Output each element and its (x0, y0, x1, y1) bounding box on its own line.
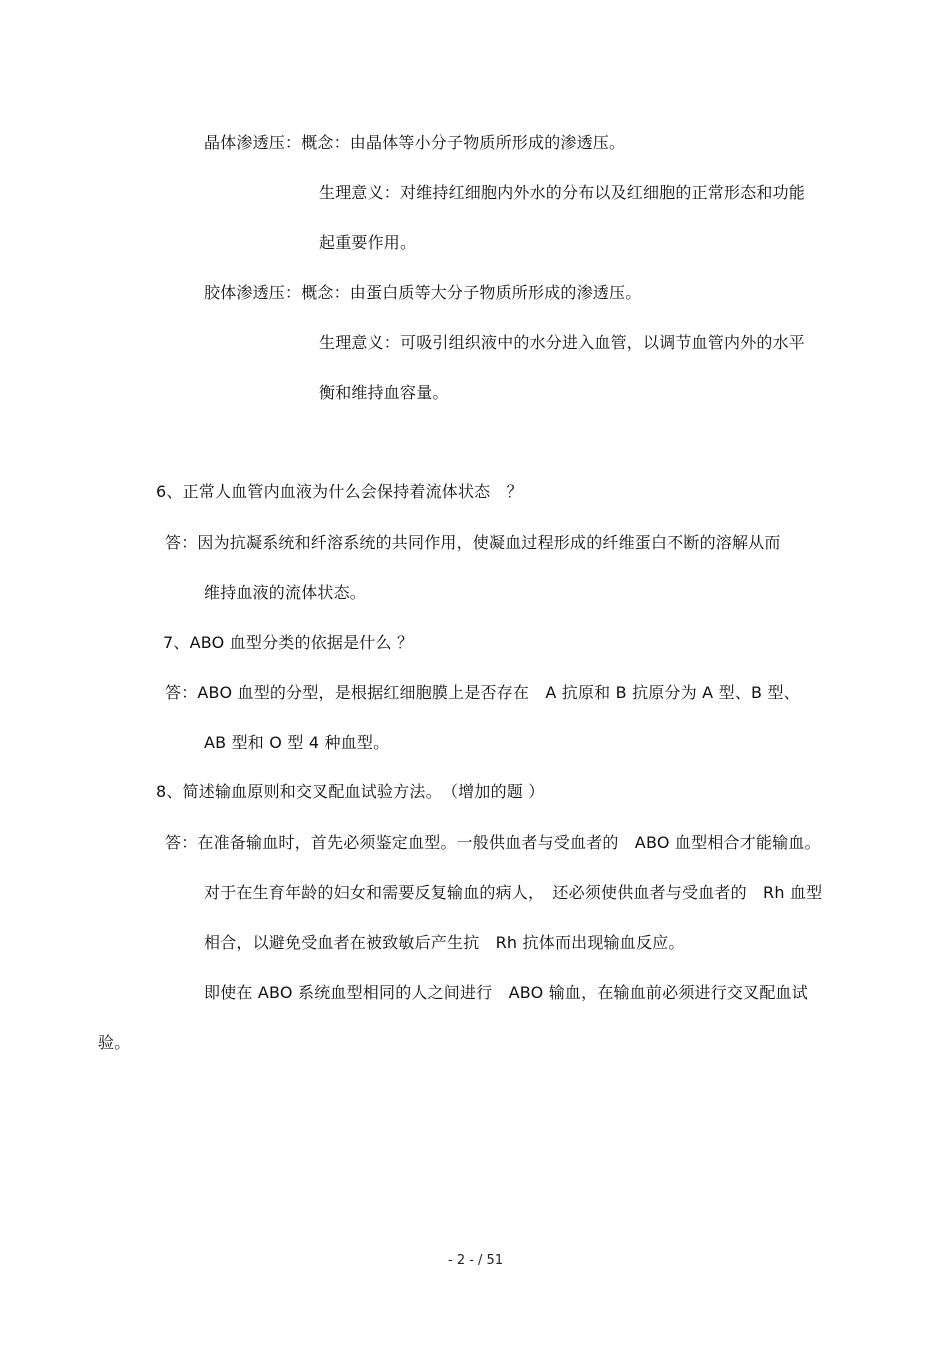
question-7: 7、ABO 血型分类的依据是什么 ？ (163, 633, 414, 652)
answer-7-line1: 答：ABO 血型的分型，是根据红细胞膜上是否存在 A 抗原和 B 抗原分为 A 型、B 型、 (165, 683, 800, 702)
crystal-osmotic-concept: 晶体渗透压：概念：由晶体等小分子物质所形成的渗透压。 (204, 133, 626, 152)
answer-7-line2: AB 型和 O 型 4 种血型。 (204, 733, 390, 752)
question-8: 8、简述输血原则和交叉配血试验方法。 （增加的题 ） (156, 782, 545, 801)
answer-6-line1: 答：因为抗凝系统和纤溶系统的共同作用，使凝血过程形成的纤维蛋白不断的溶解从而 (165, 533, 781, 552)
crystal-osmotic-significance-line1: 生理意义：对维持红细胞内外水的分布以及红细胞的正常形态和功能 (319, 183, 806, 202)
colloid-osmotic-concept: 胶体渗透压：概念：由蛋白质等大分子物质所形成的渗透压。 (204, 283, 642, 302)
answer-8-line2: 对于在生育年龄的妇女和需要反复输血的病人， 还必须使供血者与受血者的 Rh 血型 (204, 883, 823, 902)
answer-6-line2: 维持血液的流体状态。 (204, 583, 367, 602)
answer-8-line4: 即使在 ABO 系统血型相同的人之间进行 ABO 输血，在输血前必须进行交叉配血试 (204, 983, 808, 1002)
answer-8-line3: 相合，以避免受血者在被致敏后产生抗 Rh 抗体而出现输血反应。 (204, 933, 685, 952)
colloid-osmotic-significance-line1: 生理意义：可吸引组织液中的水分进入血管，以调节血管内外的水平 (319, 333, 806, 352)
colloid-osmotic-significance-line2: 衡和维持血容量。 (319, 383, 449, 402)
question-6: 6、正常人血管内血液为什么会保持着流体状态 ？ (156, 482, 523, 501)
answer-8-line5: 验。 (98, 1033, 131, 1052)
answer-8-line1: 答：在准备输血时，首先必须鉴定血型。一般供血者与受血者的 ABO 血型相合才能输血。 (165, 833, 821, 852)
crystal-osmotic-significance-line2: 起重要作用。 (319, 233, 417, 252)
page-number: - 2 - / 51 (448, 1253, 504, 1268)
